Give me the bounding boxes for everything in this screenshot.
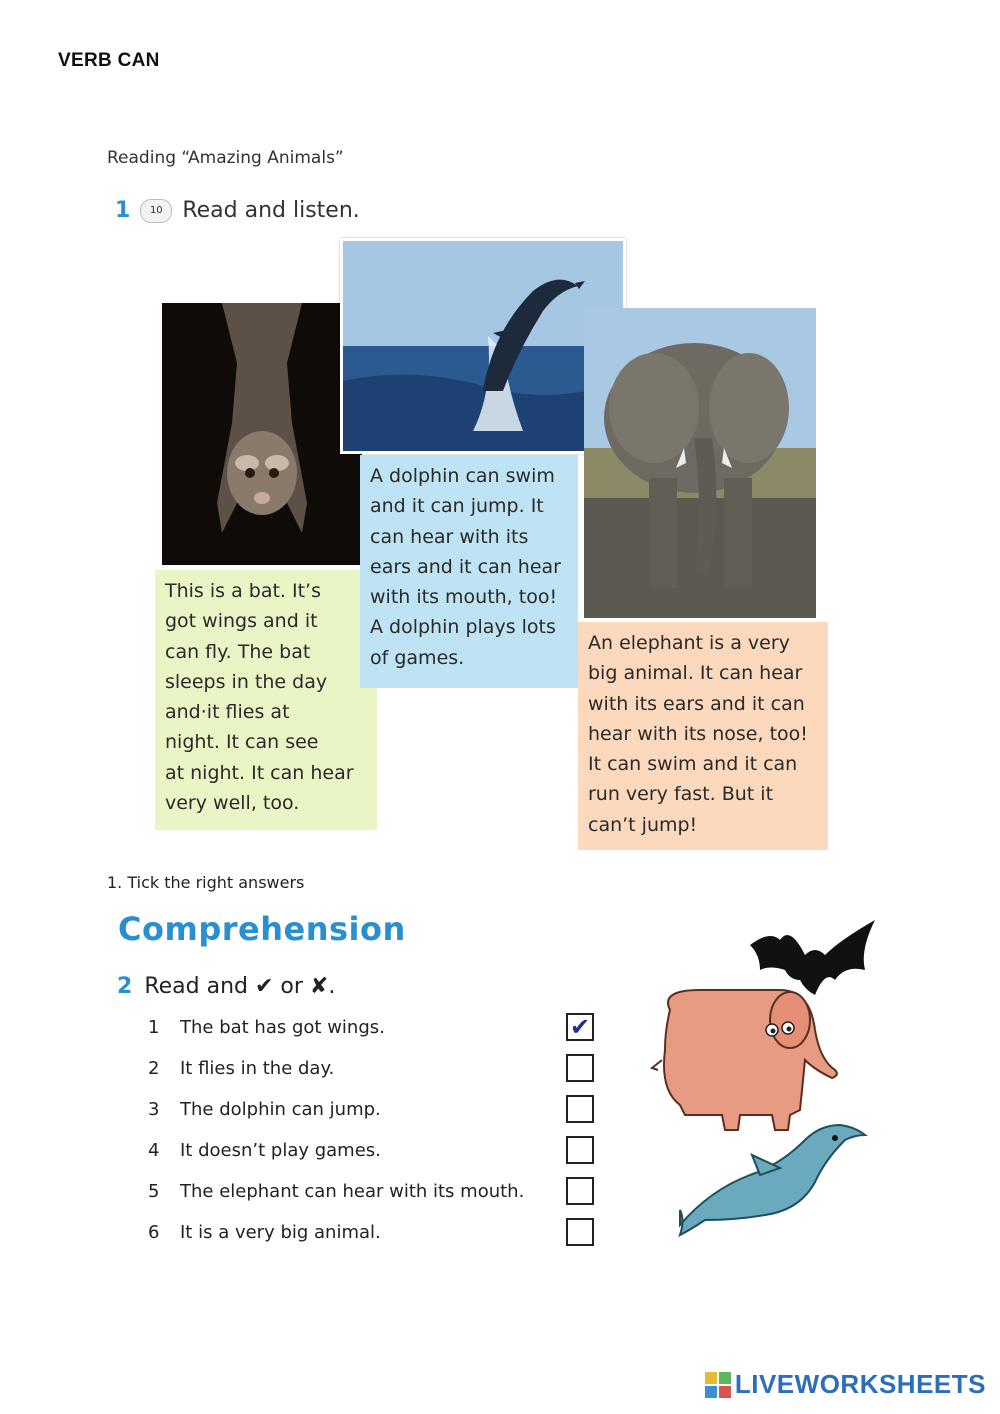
text-line: with its ears and it can [588,692,805,715]
elephant-photo [584,308,816,618]
question-number: 5 [148,1180,160,1202]
question-text: The bat has got wings. [180,1016,385,1038]
exercise-2-header [117,974,335,999]
exercise-1-header [115,198,360,223]
text-line: can hear with its [370,525,529,548]
text-line: An elephant is a very [588,632,790,654]
question-text: It doesn’t play games. [180,1139,381,1161]
question-row [148,1092,598,1126]
text-line: sleeps in the day [165,670,328,693]
text-line: A dolphin can swim [370,465,555,487]
liveworksheets-logo [705,1369,986,1400]
elephant-text-box [578,622,828,850]
audio-track-icon[interactable]: 10 [140,199,172,223]
text-line: night. It can see [165,731,319,754]
bat-text-box [155,570,377,830]
text-line: very well, too. [165,792,300,815]
text-line: can fly. The bat [165,640,311,663]
cartoon-elephant-icon [652,990,837,1130]
text-line: with its mouth, too! [370,586,558,609]
dolphin-image [343,241,623,451]
text-line: big animal. It can hear [588,662,803,685]
cartoon-bat-icon [750,920,875,995]
question-row [148,1051,598,1085]
text-line: run very fast. But it [588,783,774,806]
bat-photo [162,303,362,565]
question-number: 2 [148,1057,160,1079]
answer-checkbox[interactable] [566,1095,594,1123]
dolphin-text-box [360,455,578,688]
logo-text: LIVEWORKSHEETS [734,1369,986,1399]
text-line: ears and it can hear [370,555,561,578]
worksheet-title: VERB CAN [58,50,160,71]
text-line: at night. It can hear [165,761,354,784]
question-row [148,1133,598,1167]
exercise-1-instruction: Read and listen. [182,198,360,223]
exercise-number: 1 [115,198,131,223]
reading-title: Reading “Amazing Animals” [107,148,344,168]
text-line: It can swim and it can [588,753,798,776]
answer-checkbox[interactable] [566,1136,594,1164]
answer-checkbox[interactable] [566,1054,594,1082]
question-text: It flies in the day. [180,1057,335,1079]
bat-image [162,303,362,565]
exercise-number: 2 [117,974,133,999]
text-line: This is a bat. It’s [165,580,321,602]
text-line: and·it flies at [165,701,290,724]
question-row [148,1215,598,1249]
task-instruction: 1. Tick the right answers [107,873,305,892]
question-row [148,1174,598,1208]
text-line: and it can jump. It [370,495,544,518]
question-number: 1 [148,1016,160,1038]
text-line: got wings and it [165,610,318,633]
text-line: can’t jump! [588,813,698,836]
cartoon-animals-illustration [640,920,890,1240]
elephant-image [584,308,816,618]
answer-checkbox[interactable]: ✔ [566,1013,594,1041]
question-number: 3 [148,1098,160,1120]
exercise-2-instruction: Read and ✔ or ✘. [144,974,336,999]
answer-checkbox[interactable] [566,1218,594,1246]
cartoon-dolphin-icon [680,1125,865,1235]
answer-checkbox[interactable] [566,1177,594,1205]
text-line: hear with its nose, too! [588,722,808,745]
question-text: The dolphin can jump. [180,1098,381,1120]
question-number: 4 [148,1139,160,1161]
question-number: 6 [148,1221,160,1243]
question-row [148,1010,598,1044]
text-line: A dolphin plays lots [370,616,556,639]
logo-icon [705,1372,731,1398]
text-line: of games. [370,646,465,669]
question-text: It is a very big animal. [180,1221,381,1243]
comprehension-heading: Comprehension [118,910,406,948]
question-text: The elephant can hear with its mouth. [180,1180,525,1202]
